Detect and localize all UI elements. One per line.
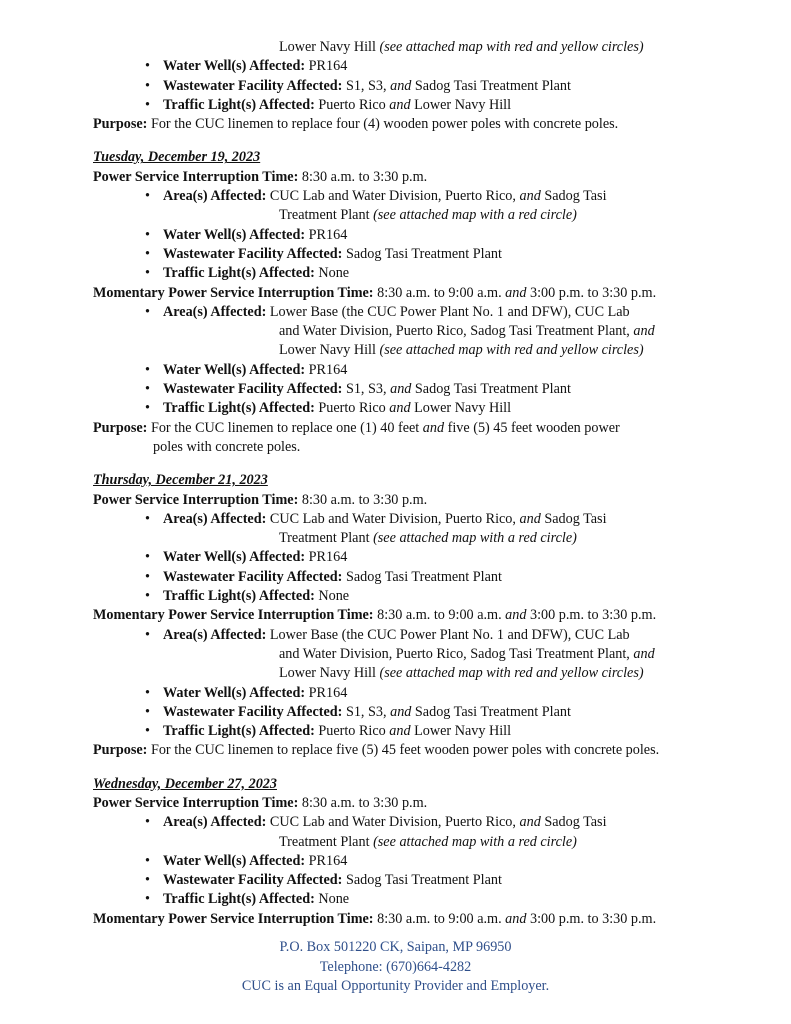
text-segment: PR164 (305, 58, 348, 75)
section-date: Tuesday, December 19, 2023 (93, 149, 261, 166)
bullet-item-continuation (93, 341, 713, 360)
text-segment: Sadog Tasi (540, 510, 607, 527)
bullet-item (93, 226, 713, 245)
item-label: Water Well(s) Affected: (163, 361, 306, 378)
text-segment: S1, S3, (342, 703, 391, 720)
item-label: Water Well(s) Affected: (163, 852, 306, 869)
bullet-icon: • (145, 891, 150, 908)
text-segment: 8:30 a.m. to 9:00 a.m. (373, 910, 506, 927)
text-segment: PR164 (305, 549, 348, 566)
text-segment: (see attached map with red and yellow circles) (379, 342, 644, 359)
bullet-icon: • (145, 852, 150, 869)
text-segment: and (390, 703, 412, 720)
bullet-item-continuation (93, 38, 713, 57)
bullet-icon: • (145, 77, 150, 94)
text-segment: and (633, 645, 655, 662)
purpose-label: Purpose: (93, 742, 148, 759)
text-segment: Sadog Tasi Treatment Plant (411, 381, 571, 398)
item-label: Area(s) Affected: (163, 626, 267, 643)
item-label: Area(s) Affected: (163, 188, 267, 205)
text-segment: (see attached map with red and yellow circles) (379, 39, 644, 55)
purpose-line (93, 419, 713, 438)
interruption-label: Momentary Power Service Interruption Time: (93, 284, 374, 301)
purpose-line (93, 741, 713, 760)
bullet-icon: • (145, 703, 150, 720)
bullet-item (93, 57, 713, 76)
text-segment: S1, S3, (342, 77, 391, 94)
text-segment: and (389, 723, 411, 740)
item-label: Water Well(s) Affected: (163, 226, 306, 243)
text-segment: Puerto Rico (314, 723, 390, 740)
bullet-icon: • (145, 872, 150, 889)
bullet-item (93, 96, 713, 115)
item-label: Area(s) Affected: (163, 814, 267, 831)
text-segment: CUC Lab and Water Division, Puerto Rico, (266, 510, 520, 527)
text-segment: five (5) 45 feet wooden power (444, 419, 620, 436)
text-segment: poles with concrete poles. (153, 438, 301, 455)
item-label: Traffic Light(s) Affected: (163, 265, 315, 282)
text-segment: Lower Navy Hill (410, 723, 512, 740)
text-segment: and Water Division, Puerto Rico, Sadog Tasi Treatment Plant, (279, 323, 634, 340)
section-date: Thursday, December 21, 2023 (93, 472, 268, 489)
text-segment: Lower Navy Hill (279, 665, 380, 682)
text-segment: (see attached map with a red circle) (373, 530, 577, 547)
text-segment: (see attached map with a red circle) (373, 207, 577, 224)
text-segment: CUC Lab and Water Division, Puerto Rico, (266, 188, 520, 205)
schedule-section (93, 148, 713, 457)
bullet-item (93, 568, 713, 587)
bullet-item-continuation (93, 529, 713, 548)
bullet-item (93, 722, 713, 741)
interruption-time (93, 491, 713, 510)
text-segment: and (505, 607, 527, 624)
bullet-item (93, 684, 713, 703)
interruption-label: Power Service Interruption Time: (93, 168, 299, 185)
text-segment: None (314, 588, 350, 605)
text-segment: and (389, 96, 411, 113)
interruption-time (93, 606, 713, 625)
bullet-item (93, 245, 713, 264)
bullet-item (93, 871, 713, 890)
text-segment: PR164 (305, 361, 348, 378)
interruption-label: Power Service Interruption Time: (93, 794, 299, 811)
text-segment: Lower Navy Hill (279, 39, 380, 55)
text-segment: 3:00 p.m. to 3:30 p.m. (526, 607, 657, 624)
text-segment: Sadog Tasi (540, 188, 607, 205)
item-label: Traffic Light(s) Affected: (163, 96, 315, 113)
item-label: Wastewater Facility Affected: (163, 872, 343, 889)
item-label: Wastewater Facility Affected: (163, 568, 343, 585)
item-label: Traffic Light(s) Affected: (163, 723, 315, 740)
text-segment: Lower Base (the CUC Power Plant No. 1 and DFW), CUC Lab (266, 626, 630, 643)
text-segment: Sadog Tasi Treatment Plant (342, 872, 502, 889)
item-label: Traffic Light(s) Affected: (163, 891, 315, 908)
bullet-icon: • (145, 58, 150, 75)
text-segment: and Water Division, Puerto Rico, Sadog Tasi Treatment Plant, (279, 645, 634, 662)
text-segment: PR164 (305, 226, 348, 243)
interruption-time (93, 910, 713, 929)
bullet-icon: • (145, 684, 150, 701)
footer-address: P.O. Box 501220 CK, Saipan, MP 96950 (279, 939, 512, 955)
bullet-item-continuation (93, 206, 713, 225)
bullet-icon: • (145, 265, 150, 282)
text-segment: 8:30 a.m. to 3:30 p.m. (298, 491, 428, 508)
text-segment: For the CUC linemen to replace one (1) 40 feet (147, 419, 423, 436)
text-segment: and (519, 510, 541, 527)
footer (0, 938, 791, 997)
bullet-icon: • (145, 814, 150, 831)
bullet-icon: • (145, 588, 150, 605)
bullet-item (93, 380, 713, 399)
bullet-item (93, 548, 713, 567)
item-label: Area(s) Affected: (163, 510, 267, 527)
footer-equal-opportunity: CUC is an Equal Opportunity Provider and Employer. (241, 978, 550, 994)
bullet-item (93, 399, 713, 418)
bullet-icon: • (145, 226, 150, 243)
text-segment: and (505, 284, 527, 301)
section-date: Wednesday, December 27, 2023 (93, 775, 277, 792)
bullet-icon: • (145, 361, 150, 378)
interruption-label: Power Service Interruption Time: (93, 491, 299, 508)
bullet-item-continuation (93, 833, 713, 852)
interruption-time (93, 168, 713, 187)
bullet-item (93, 187, 713, 206)
interruption-label: Momentary Power Service Interruption Time: (93, 910, 374, 927)
bullet-item (93, 264, 713, 283)
text-segment: Treatment Plant (279, 207, 374, 224)
text-segment: and (390, 77, 412, 94)
text-segment: None (314, 265, 350, 282)
purpose-line (93, 115, 713, 134)
text-segment: 3:00 p.m. to 3:30 p.m. (526, 910, 657, 927)
bullet-icon: • (145, 626, 150, 643)
bullet-item (93, 852, 713, 871)
text-segment: and (422, 419, 445, 436)
text-segment: None (314, 891, 350, 908)
item-label: Wastewater Facility Affected: (163, 245, 343, 262)
bullet-item (93, 890, 713, 909)
text-segment: PR164 (305, 684, 348, 701)
item-label: Water Well(s) Affected: (163, 549, 306, 566)
bullet-item-continuation (93, 645, 713, 664)
item-label: Wastewater Facility Affected: (163, 77, 343, 94)
item-label: Traffic Light(s) Affected: (163, 588, 315, 605)
text-segment: For the CUC linemen to replace five (5) 45 feet wooden power poles with concrete poles. (147, 742, 660, 759)
bullet-icon: • (145, 188, 150, 205)
bullet-icon: • (145, 303, 150, 320)
text-segment: 8:30 a.m. to 9:00 a.m. (373, 607, 506, 624)
bullet-icon: • (145, 400, 150, 417)
interruption-time (93, 794, 713, 813)
bullet-item (93, 77, 713, 96)
text-segment: 8:30 a.m. to 3:30 p.m. (298, 168, 428, 185)
text-segment: (see attached map with a red circle) (373, 833, 577, 850)
text-segment: CUC Lab and Water Division, Puerto Rico, (266, 814, 520, 831)
bullet-icon: • (145, 381, 150, 398)
bullet-icon: • (145, 245, 150, 262)
item-label: Wastewater Facility Affected: (163, 703, 343, 720)
bullet-item (93, 510, 713, 529)
bullet-icon: • (145, 96, 150, 113)
text-segment: Sadog Tasi Treatment Plant (342, 245, 502, 262)
text-segment: and (390, 381, 412, 398)
purpose-label: Purpose: (93, 116, 148, 133)
text-segment: Puerto Rico (314, 400, 390, 417)
bullet-item (93, 813, 713, 832)
text-segment: Treatment Plant (279, 530, 374, 547)
item-label: Water Well(s) Affected: (163, 58, 306, 75)
text-segment: and (519, 814, 541, 831)
document-body (93, 38, 713, 929)
bullet-item (93, 303, 713, 322)
text-segment: Sadog Tasi Treatment Plant (342, 568, 502, 585)
bullet-item (93, 587, 713, 606)
text-segment: and (519, 188, 541, 205)
schedule-section (93, 775, 713, 929)
text-segment: (see attached map with red and yellow circles) (379, 665, 644, 682)
text-segment: Lower Navy Hill (279, 342, 380, 359)
bullet-icon: • (145, 723, 150, 740)
text-segment: 3:00 p.m. to 3:30 p.m. (526, 284, 657, 301)
item-label: Traffic Light(s) Affected: (163, 400, 315, 417)
interruption-time (93, 284, 713, 303)
text-segment: Sadog Tasi (540, 814, 607, 831)
item-label: Area(s) Affected: (163, 303, 267, 320)
purpose-line (93, 438, 713, 457)
text-segment: Lower Base (the CUC Power Plant No. 1 and DFW), CUC Lab (266, 303, 630, 320)
footer-telephone: Telephone: (670)664-4282 (319, 958, 472, 975)
item-label: Water Well(s) Affected: (163, 684, 306, 701)
bullet-item-continuation (93, 664, 713, 683)
bullet-icon: • (145, 568, 150, 585)
bullet-item (93, 626, 713, 645)
continued-section (93, 38, 713, 134)
interruption-label: Momentary Power Service Interruption Time: (93, 607, 374, 624)
text-segment: Treatment Plant (279, 833, 374, 850)
bullet-icon: • (145, 549, 150, 566)
text-segment: and (633, 323, 655, 340)
item-label: Wastewater Facility Affected: (163, 381, 343, 398)
text-segment: 8:30 a.m. to 9:00 a.m. (373, 284, 506, 301)
schedule-section (93, 471, 713, 760)
bullet-item (93, 703, 713, 722)
bullet-item (93, 361, 713, 380)
text-segment: 8:30 a.m. to 3:30 p.m. (298, 794, 428, 811)
text-segment: Lower Navy Hill (410, 400, 512, 417)
text-segment: S1, S3, (342, 381, 391, 398)
text-segment: Puerto Rico (314, 96, 390, 113)
text-segment: For the CUC linemen to replace four (4) wooden power poles with concrete poles. (147, 116, 619, 133)
text-segment: and (389, 400, 411, 417)
purpose-label: Purpose: (93, 419, 148, 436)
text-segment: Sadog Tasi Treatment Plant (411, 703, 571, 720)
text-segment: PR164 (305, 852, 348, 869)
text-segment: Lower Navy Hill (410, 96, 512, 113)
text-segment: and (505, 910, 527, 927)
bullet-item-continuation (93, 322, 713, 341)
text-segment: Sadog Tasi Treatment Plant (411, 77, 571, 94)
bullet-icon: • (145, 510, 150, 527)
